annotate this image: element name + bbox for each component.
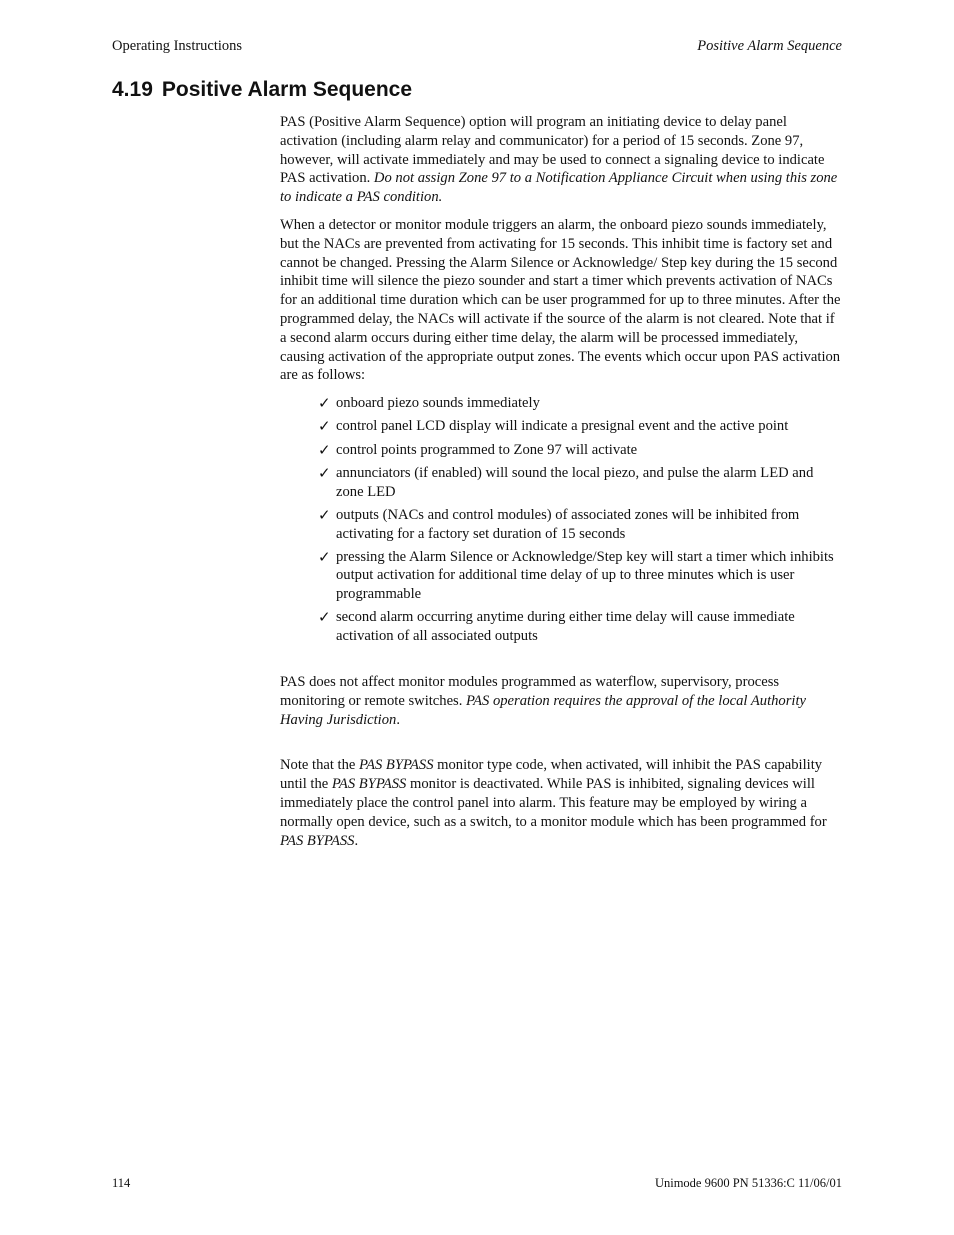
- bypass-term-1: PAS BYPASS: [359, 757, 434, 774]
- list-item: [318, 608, 842, 646]
- list-item-text: control panel LCD display will indicate a presignal event and the active point: [336, 418, 789, 435]
- list-item: [318, 547, 842, 604]
- check-icon: ✓: [318, 394, 331, 413]
- paragraph-monitor-modules: [280, 673, 842, 729]
- list-item-text: second alarm occurring anytime during either time delay will cause immediate activation of all associated outputs: [336, 609, 795, 645]
- list-item-text: pressing the Alarm Silence or Acknowledge/Step key will start a timer which inhibits output activation for additional time delay of up to three minutes which is user programmable: [336, 548, 834, 603]
- page-number: 114: [112, 1176, 131, 1190]
- paragraph-monitor-end: .: [396, 711, 400, 728]
- check-icon: ✓: [318, 440, 331, 459]
- list-item: [318, 394, 842, 413]
- list-item-text: onboard piezo sounds immediately: [336, 395, 540, 412]
- paragraph-monitor-text: PAS does not affect monitor modules programmed as waterflow, supervisory, process monitoring or remote switches.: [280, 674, 780, 709]
- paragraph-pas-bypass: [280, 756, 842, 850]
- check-icon: ✓: [318, 417, 331, 436]
- list-item: [318, 440, 842, 460]
- document-id: Unimode 9600 PN 51336:C 11/06/01: [654, 1176, 842, 1190]
- list-item: [318, 505, 842, 544]
- paragraph-monitor-note: PAS operation requires the approval of the local Authority Having Jurisdiction: [280, 692, 806, 728]
- paragraph-description: When a detector or monitor module triggers an alarm, the onboard piezo sounds immediately, but the NACs are prevented from activating for 15 seconds. This inhibit time is factory set and cannot be changed. Pressing the Alarm Silence or Acknowledge/ Step key during the 15 second inhibit time will silence the piezo sounder and start a timer which prevents activation of NACs for an additional time duration which can be user programmed for up to three minutes. After the programmed delay, the NACs will activate if the source of the alarm is not cleared. Note that if a second alarm occurs during either time delay, the alarm will be processed immediately, causing activation of the appropriate output zones. The events which occur upon PAS activation are as follows:: [280, 216, 841, 384]
- bypass-text-4: .: [354, 832, 359, 849]
- paragraph-intro-note: Do not assign Zone 97 to a Notification Appliance Circuit when using this zone to indicate a PAS condition.: [280, 170, 838, 206]
- check-icon: ✓: [318, 463, 331, 482]
- section-body: [280, 113, 842, 859]
- section-title-text: Positive Alarm Sequence: [161, 78, 413, 101]
- check-icon: ✓: [318, 608, 331, 627]
- list-item-text: control points programmed to Zone 97 will activate: [336, 441, 638, 458]
- header-right-text: Positive Alarm Sequence: [697, 38, 842, 54]
- list-item-text: annunciators (if enabled) will sound the local piezo, and pulse the alarm LED and zone LED: [336, 464, 814, 500]
- bypass-text-3: monitor is deactivated. While PAS is inhibited, signaling devices will immediately place the control panel into alarm. This feature may be employed by wiring a normally open device, such as a switch, to a monitor module which has been programmed for: [280, 776, 827, 830]
- bypass-term-2: PAS BYPASS: [331, 776, 407, 793]
- section-number: 4.19: [112, 78, 153, 101]
- bypass-text-1: Note that the: [280, 757, 360, 774]
- check-icon: ✓: [318, 505, 331, 524]
- paragraph-intro: [280, 113, 842, 207]
- section-title: [112, 78, 412, 102]
- bypass-term-3: PAS BYPASS: [280, 832, 355, 849]
- paragraph-intro-text: PAS (Positive Alarm Sequence) option will program an initiating device to delay panel activation (including alarm relay and communicator) for a period of 15 seconds. Zone 97, however, will activate immediately and may be used to connect a signaling device to indicate PAS activation.: [280, 114, 825, 187]
- list-item: [318, 463, 842, 502]
- header-left-text: Operating Instructions: [112, 38, 243, 54]
- bypass-text-2: monitor type code, when activated, will inhibit the PAS capability until the: [280, 757, 823, 793]
- pas-event-list: [280, 394, 842, 646]
- list-item-text: outputs (NACs and control modules) of associated zones will be inhibited from activating for a factory set duration of 15 seconds: [336, 506, 800, 542]
- list-item: [318, 417, 842, 436]
- check-icon: ✓: [318, 547, 331, 566]
